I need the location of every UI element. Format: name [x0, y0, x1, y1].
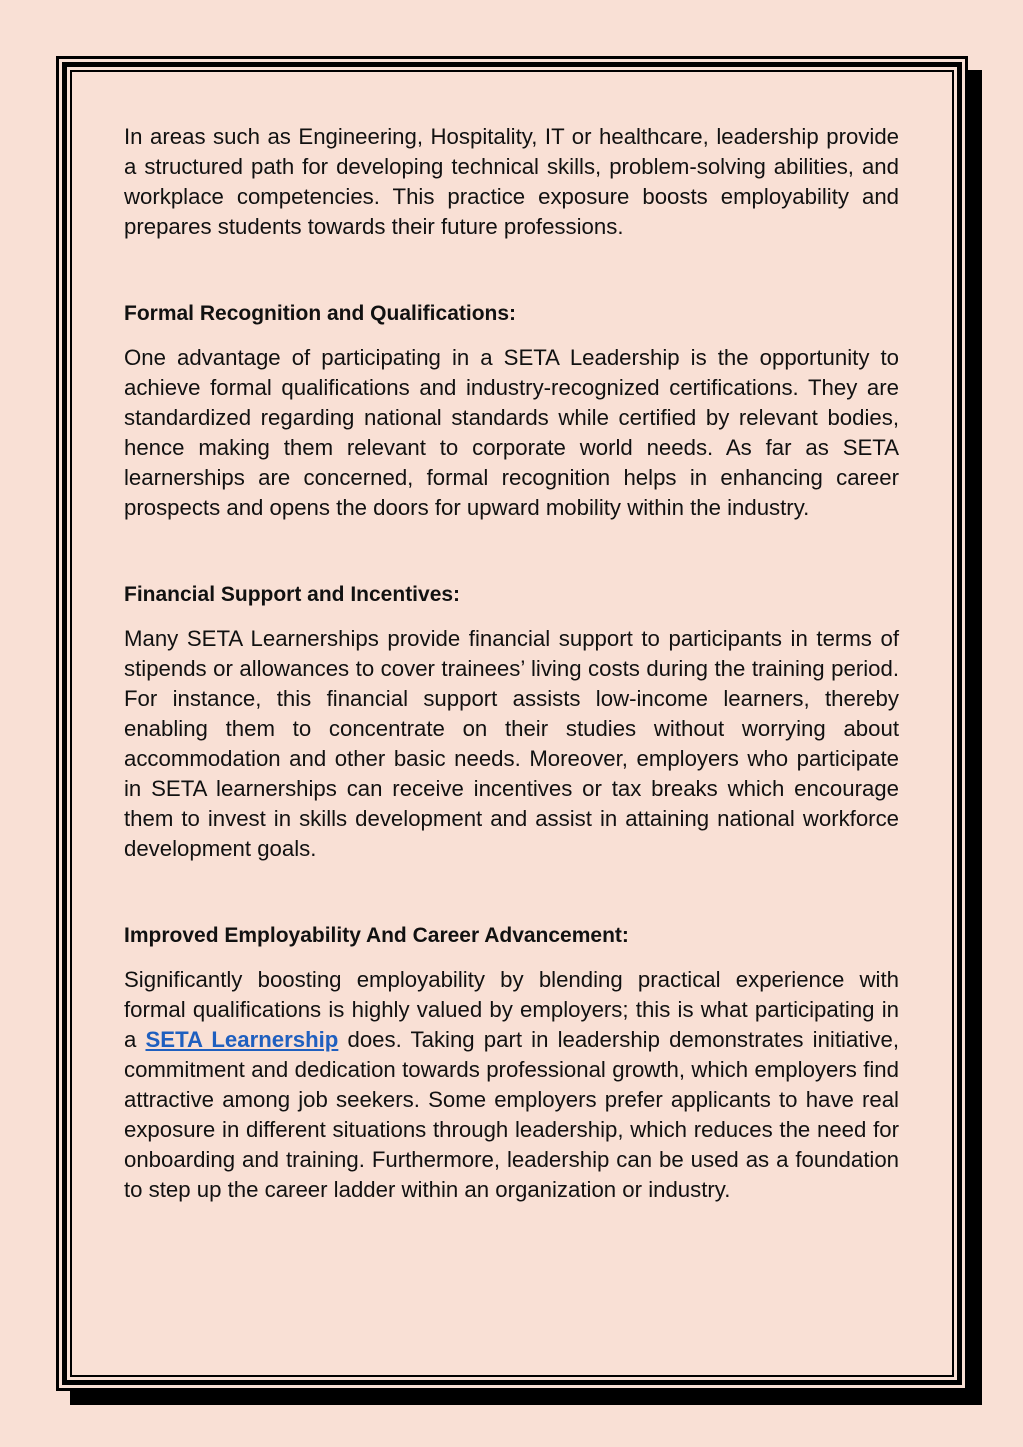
- section-spacer: [124, 523, 899, 580]
- section-paragraph-formal-recognition: One advantage of participating in a SETA Leadership is the opportunity to achieve formal qualifications and industry-recognized certifications. They are standardized regarding national standards while certified by relevant bodies, hence making them relevant to corporate world needs. As far as SETA learnerships are concerned, formal recognition helps in enhancing career prospects and opens the doors for upward mobility within the industry.: [124, 345, 899, 520]
- article-body: [124, 122, 899, 1205]
- section-heading-formal-recognition: Formal Recognition and Qualifications:: [124, 302, 517, 325]
- section-heading-financial-support: Financial Support and Incentives:: [124, 583, 461, 606]
- heading-spacer: [124, 329, 899, 343]
- heading-spacer: [124, 951, 899, 965]
- employability-text-before-link: Significantly boosting employability by blending practical experience with formal qualifications is highly valued by employers; this is what participating in a: [124, 967, 899, 1052]
- intro-paragraph: In areas such as Engineering, Hospitality, IT or healthcare, leadership provide a structured path for developing technical skills, problem-solving abilities, and workplace competencies. This practice exposure boosts employability and prepares students towards their future professions.: [124, 124, 899, 239]
- seta-learnership-link[interactable]: SETA Learnership: [145, 1027, 339, 1052]
- section-paragraph-employability: [124, 965, 899, 1205]
- employability-text-after-link: does. Taking part in leadership demonstrates initiative, commitment and dedication towards professional growth, which employers find attractive among job seekers. Some employers prefer applicants to have real exposure in different situations through leadership, which reduces the need for onboarding and training. Furthermore, leadership can be used as a foundation to step up the career ladder within an organization or industry.: [124, 1027, 899, 1202]
- section-spacer: [124, 242, 899, 299]
- section-heading-employability: Improved Employability And Career Advancement:: [124, 924, 629, 947]
- heading-spacer: [124, 610, 899, 624]
- section-spacer: [124, 864, 899, 921]
- section-paragraph-financial-support: Many SETA Learnerships provide financial support to participants in terms of stipends or allowances to cover trainees’ living costs during the training period. For instance, this financial support assists low-income learners, thereby enabling them to concentrate on their studies without worrying about accommodation and other basic needs. Moreover, employers who participate in SETA learnerships can receive incentives or tax breaks which encourage them to invest in skills development and assist in attaining national workforce development goals.: [124, 626, 899, 861]
